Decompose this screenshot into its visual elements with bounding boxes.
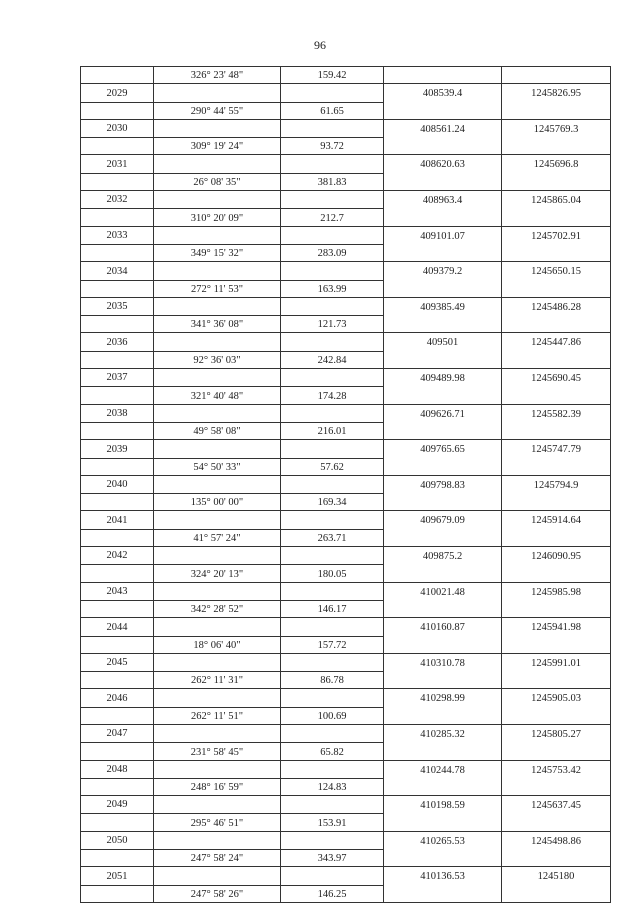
station-id-cell: 2050 [81, 831, 154, 849]
bearing-cell: 326° 23' 48" [154, 67, 281, 84]
x-coordinate-cell: 408561.24 [384, 119, 502, 155]
station-cell [81, 280, 154, 297]
station-id-cell: 2036 [81, 333, 154, 351]
bearing-cell: 92° 36' 03" [154, 351, 281, 368]
station-id-cell: 2029 [81, 84, 154, 102]
station-id-cell: 2046 [81, 689, 154, 707]
distance-cell: 65.82 [281, 743, 384, 760]
station-cell [81, 707, 154, 724]
x-coordinate-cell: 409679.09 [384, 511, 502, 547]
station-cell [81, 565, 154, 582]
bearing-cell [154, 582, 281, 600]
distance-cell: 212.7 [281, 209, 384, 226]
x-coordinate-cell: 410310.78 [384, 653, 502, 689]
distance-cell: 163.99 [281, 280, 384, 297]
bearing-cell [154, 262, 281, 280]
y-coordinate-cell [502, 67, 611, 84]
distance-cell: 159.42 [281, 67, 384, 84]
x-coordinate-cell: 409501 [384, 333, 502, 369]
station-row [81, 191, 611, 209]
bearing-cell [154, 155, 281, 173]
station-cell [81, 743, 154, 760]
station-row [81, 155, 611, 173]
y-coordinate-cell: 1245702.91 [502, 226, 611, 262]
station-cell [81, 351, 154, 368]
x-coordinate-cell: 409489.98 [384, 369, 502, 405]
distance-cell [281, 119, 384, 137]
distance-cell: 93.72 [281, 138, 384, 155]
station-row [81, 262, 611, 280]
distance-cell [281, 582, 384, 600]
station-cell [81, 600, 154, 617]
station-id-cell: 2038 [81, 404, 154, 422]
y-coordinate-cell: 1245985.98 [502, 582, 611, 618]
distance-cell [281, 84, 384, 102]
station-id-cell: 2039 [81, 440, 154, 458]
bearing-cell [154, 297, 281, 315]
x-coordinate-cell: 409385.49 [384, 297, 502, 333]
bearing-cell: 26° 08' 35" [154, 173, 281, 190]
y-coordinate-cell: 1245769.3 [502, 119, 611, 155]
distance-cell: 174.28 [281, 387, 384, 404]
station-row [81, 831, 611, 849]
bearing-cell: 342° 28' 52" [154, 600, 281, 617]
bearing-cell: 248° 16' 59" [154, 778, 281, 795]
y-coordinate-cell: 1245991.01 [502, 653, 611, 689]
distance-cell [281, 867, 384, 885]
distance-cell: 169.34 [281, 494, 384, 511]
distance-cell [281, 475, 384, 493]
distance-cell: 157.72 [281, 636, 384, 653]
distance-cell: 343.97 [281, 850, 384, 867]
distance-cell [281, 226, 384, 244]
bearing-cell [154, 867, 281, 885]
station-cell [81, 173, 154, 190]
distance-cell: 263.71 [281, 529, 384, 546]
bearing-cell: 310° 20' 09" [154, 209, 281, 226]
station-cell [81, 209, 154, 226]
distance-cell: 121.73 [281, 316, 384, 333]
station-cell [81, 244, 154, 261]
y-coordinate-cell: 1245826.95 [502, 84, 611, 120]
bearing-cell [154, 831, 281, 849]
x-coordinate-cell: 408620.63 [384, 155, 502, 191]
station-id-cell: 2041 [81, 511, 154, 529]
distance-cell [281, 262, 384, 280]
x-coordinate-cell: 409626.71 [384, 404, 502, 440]
station-cell [81, 138, 154, 155]
distance-cell [281, 831, 384, 849]
survey-table-body [81, 67, 611, 903]
distance-cell [281, 333, 384, 351]
x-coordinate-cell: 410198.59 [384, 796, 502, 832]
station-id-cell: 2048 [81, 760, 154, 778]
bearing-cell: 41° 57' 24" [154, 529, 281, 546]
station-row [81, 333, 611, 351]
bearing-cell: 272° 11' 53" [154, 280, 281, 297]
station-row [81, 511, 611, 529]
distance-cell [281, 653, 384, 671]
station-row [81, 226, 611, 244]
y-coordinate-cell: 1245637.45 [502, 796, 611, 832]
bearing-cell [154, 119, 281, 137]
distance-cell: 216.01 [281, 422, 384, 439]
bearing-cell [154, 511, 281, 529]
distance-cell [281, 369, 384, 387]
y-coordinate-cell: 1245753.42 [502, 760, 611, 796]
distance-cell [281, 796, 384, 814]
station-id-cell: 2044 [81, 618, 154, 636]
station-row [81, 84, 611, 102]
station-cell [81, 885, 154, 902]
bearing-cell: 49° 58' 08" [154, 422, 281, 439]
x-coordinate-cell: 410160.87 [384, 618, 502, 654]
station-id-cell: 2035 [81, 297, 154, 315]
station-row [81, 618, 611, 636]
y-coordinate-cell: 1246090.95 [502, 547, 611, 583]
station-row [81, 867, 611, 885]
bearing-cell [154, 369, 281, 387]
distance-cell: 146.17 [281, 600, 384, 617]
x-coordinate-cell: 410285.32 [384, 724, 502, 760]
bearing-cell: 135° 00' 00" [154, 494, 281, 511]
distance-cell [281, 511, 384, 529]
distance-cell: 180.05 [281, 565, 384, 582]
distance-cell [281, 618, 384, 636]
station-row [81, 724, 611, 742]
bearing-cell [154, 547, 281, 565]
bearing-cell [154, 653, 281, 671]
x-coordinate-cell: 410021.48 [384, 582, 502, 618]
bearing-cell [154, 475, 281, 493]
distance-cell [281, 191, 384, 209]
station-id-cell: 2037 [81, 369, 154, 387]
distance-cell: 86.78 [281, 672, 384, 689]
y-coordinate-cell: 1245447.86 [502, 333, 611, 369]
station-id-cell: 2045 [81, 653, 154, 671]
x-coordinate-cell [384, 67, 502, 84]
bearing-cell: 247° 58' 24" [154, 850, 281, 867]
station-row [81, 796, 611, 814]
station-id-cell: 2049 [81, 796, 154, 814]
station-cell [81, 778, 154, 795]
station-id-cell: 2042 [81, 547, 154, 565]
station-id-cell: 2031 [81, 155, 154, 173]
distance-cell: 153.91 [281, 814, 384, 831]
distance-cell [281, 404, 384, 422]
y-coordinate-cell: 1245650.15 [502, 262, 611, 298]
station-id-cell: 2033 [81, 226, 154, 244]
bearing-cell: 18° 06' 40" [154, 636, 281, 653]
station-row [81, 297, 611, 315]
x-coordinate-cell: 409798.83 [384, 475, 502, 511]
station-cell [81, 387, 154, 404]
y-coordinate-cell: 1245914.64 [502, 511, 611, 547]
bearing-cell: 54° 50' 33" [154, 458, 281, 475]
x-coordinate-cell: 410265.53 [384, 831, 502, 867]
station-row [81, 689, 611, 707]
x-coordinate-cell: 408963.4 [384, 191, 502, 227]
bearing-cell: 321° 40' 48" [154, 387, 281, 404]
y-coordinate-cell: 1245794.9 [502, 475, 611, 511]
x-coordinate-cell: 409765.65 [384, 440, 502, 476]
distance-cell [281, 547, 384, 565]
station-cell [81, 67, 154, 84]
station-cell [81, 529, 154, 546]
y-coordinate-cell: 1245747.79 [502, 440, 611, 476]
distance-cell [281, 440, 384, 458]
distance-cell [281, 724, 384, 742]
survey-coordinates-table [80, 66, 611, 903]
distance-cell [281, 155, 384, 173]
x-coordinate-cell: 409875.2 [384, 547, 502, 583]
station-row [81, 582, 611, 600]
bearing-cell: 262° 11' 31" [154, 672, 281, 689]
x-coordinate-cell: 410244.78 [384, 760, 502, 796]
y-coordinate-cell: 1245865.04 [502, 191, 611, 227]
bearing-cell [154, 618, 281, 636]
y-coordinate-cell: 1245690.45 [502, 369, 611, 405]
station-row [81, 404, 611, 422]
station-row [81, 653, 611, 671]
bearing-cell: 341° 36' 08" [154, 316, 281, 333]
y-coordinate-cell: 1245486.28 [502, 297, 611, 333]
station-row [81, 475, 611, 493]
y-coordinate-cell: 1245805.27 [502, 724, 611, 760]
x-coordinate-cell: 409101.07 [384, 226, 502, 262]
distance-cell: 242.84 [281, 351, 384, 368]
bearing-cell: 247° 58' 26" [154, 885, 281, 902]
station-id-cell: 2040 [81, 475, 154, 493]
distance-cell: 100.69 [281, 707, 384, 724]
distance-cell: 57.62 [281, 458, 384, 475]
distance-cell [281, 760, 384, 778]
bearing-cell [154, 404, 281, 422]
station-id-cell: 2043 [81, 582, 154, 600]
y-coordinate-cell: 1245941.98 [502, 618, 611, 654]
bearing-cell [154, 191, 281, 209]
bearing-cell [154, 440, 281, 458]
y-coordinate-cell: 1245180 [502, 867, 611, 903]
bearing-cell: 231° 58' 45" [154, 743, 281, 760]
bearing-cell [154, 84, 281, 102]
bearing-cell: 309° 19' 24" [154, 138, 281, 155]
distance-cell: 381.83 [281, 173, 384, 190]
x-coordinate-cell: 408539.4 [384, 84, 502, 120]
bearing-cell [154, 689, 281, 707]
bearing-cell [154, 796, 281, 814]
bearing-cell [154, 760, 281, 778]
bearing-cell: 262° 11' 51" [154, 707, 281, 724]
page-number: 96 [314, 38, 326, 52]
station-cell [81, 422, 154, 439]
station-id-cell: 2034 [81, 262, 154, 280]
bearing-cell: 290° 44' 55" [154, 102, 281, 119]
station-cell [81, 102, 154, 119]
station-cell [81, 316, 154, 333]
distance-cell: 146.25 [281, 885, 384, 902]
station-cell [81, 636, 154, 653]
distance-cell: 61.65 [281, 102, 384, 119]
y-coordinate-cell: 1245696.8 [502, 155, 611, 191]
x-coordinate-cell: 410298.99 [384, 689, 502, 725]
x-coordinate-cell: 410136.53 [384, 867, 502, 903]
y-coordinate-cell: 1245582.39 [502, 404, 611, 440]
station-id-cell: 2047 [81, 724, 154, 742]
bearing-cell [154, 226, 281, 244]
station-cell [81, 814, 154, 831]
bearing-cell: 295° 46' 51" [154, 814, 281, 831]
bearing-cell: 324° 20' 13" [154, 565, 281, 582]
station-id-cell: 2051 [81, 867, 154, 885]
y-coordinate-cell: 1245498.86 [502, 831, 611, 867]
station-row [81, 440, 611, 458]
leg-row [81, 67, 611, 84]
distance-cell: 124.83 [281, 778, 384, 795]
station-cell [81, 850, 154, 867]
station-cell [81, 458, 154, 475]
station-row [81, 369, 611, 387]
distance-cell: 283.09 [281, 244, 384, 261]
station-row [81, 119, 611, 137]
station-id-cell: 2030 [81, 119, 154, 137]
bearing-cell: 349° 15' 32" [154, 244, 281, 261]
y-coordinate-cell: 1245905.03 [502, 689, 611, 725]
station-row [81, 760, 611, 778]
distance-cell [281, 689, 384, 707]
station-cell [81, 672, 154, 689]
station-id-cell: 2032 [81, 191, 154, 209]
distance-cell [281, 297, 384, 315]
x-coordinate-cell: 409379.2 [384, 262, 502, 298]
bearing-cell [154, 724, 281, 742]
station-row [81, 547, 611, 565]
bearing-cell [154, 333, 281, 351]
station-cell [81, 494, 154, 511]
